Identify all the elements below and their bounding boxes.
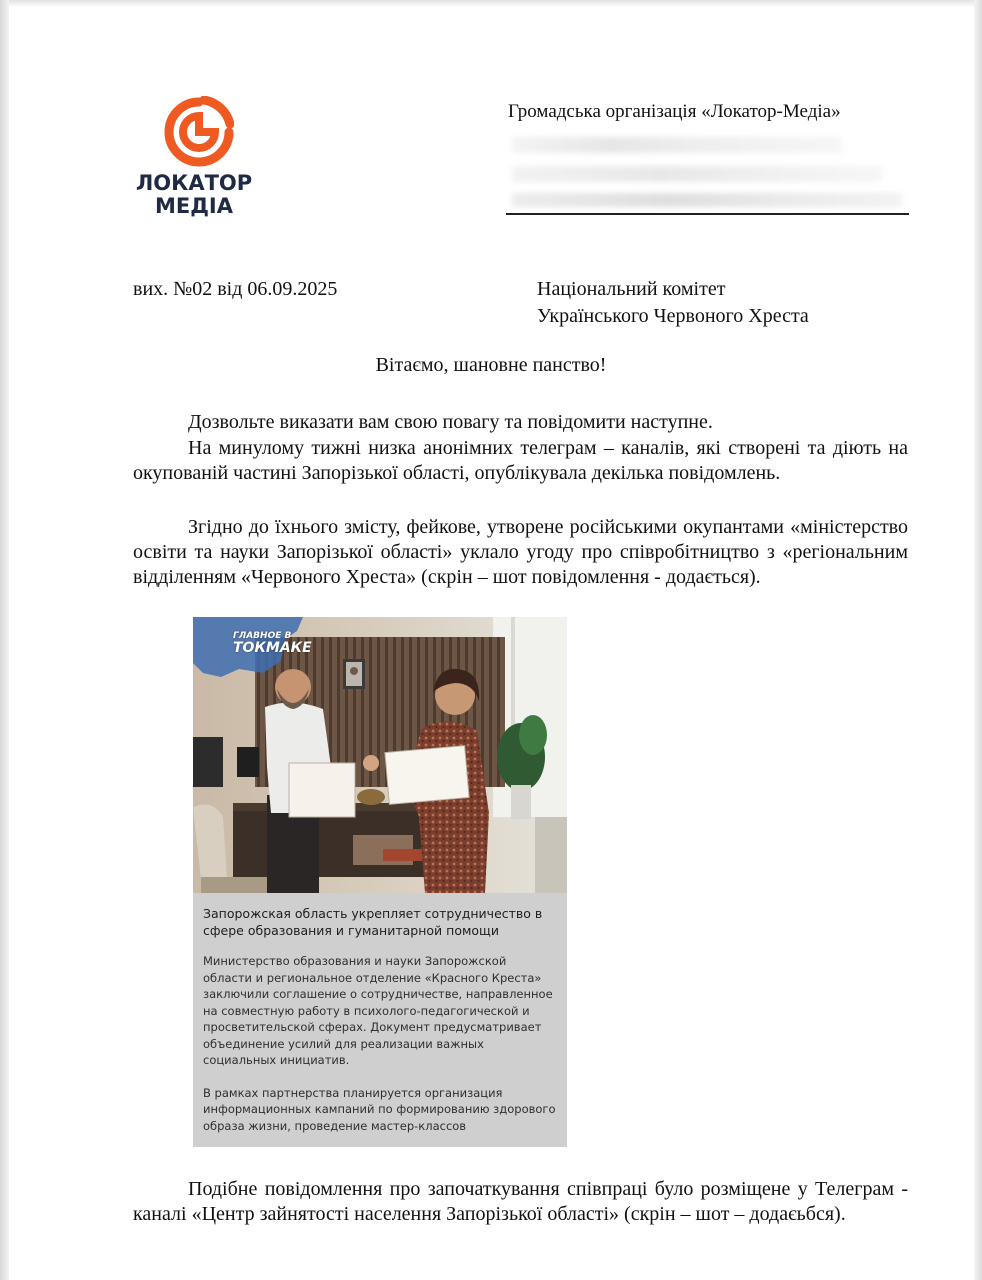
channel-line2: ТОКМАКЕ (233, 640, 312, 656)
page-edge-right (974, 0, 982, 1280)
paragraph-telegram-channels: На минулому тижні низка анонімних телеграм – каналів, які створені та діють на окупованій частині Запорізької області, опублікувала декілька повідомлень. (133, 437, 908, 484)
logo-wordmark (128, 172, 260, 218)
addressee (537, 276, 809, 330)
addressee-line: Національний комітет (537, 278, 726, 300)
locator-media-logo (128, 96, 268, 226)
caption-title: Запорожская область укрепляет сотрудничество в сфере образования и гуманитарной помощи (203, 906, 543, 938)
channel-line1: ГЛАВНОЕ В (233, 631, 292, 641)
channel-watermark (233, 631, 312, 656)
header-divider (506, 213, 909, 215)
logo-line2: МЕДІА (154, 194, 233, 218)
screenshot-caption (193, 893, 567, 1147)
caption-paragraph: Министерство образования и науки Запорожской области и региональное отделение «Красного Креста» заключили соглашение о сотрудничестве, направленное на совместную работу в психолого-педагогической и просветительской сферах. Документ предусматривает объединение усилий для реализации важных социальных инициатив. (203, 954, 553, 1067)
paragraph-fake-ministry: Згідно до їхнього змісту, фейкове, утворене російськими окупантами «міністерство освіти та науки Запорізької області» уклало угоду про співробітництво з «регіональним відділенням «Червоного Хреста» (скрін – шот повідомлення - додається). (133, 516, 908, 588)
signing-photo (193, 617, 567, 893)
logo-line1: ЛОКАТОР (135, 171, 253, 195)
paragraph-intro: Дозвольте виказати вам свою повагу та повідомити наступне. (188, 411, 713, 433)
redacted-line (512, 193, 902, 207)
outgoing-reference: вих. №02 від 06.09.2025 (133, 278, 338, 300)
redacted-line (512, 166, 882, 182)
addressee-line: Українського Червоного Хреста (537, 305, 809, 327)
attached-screenshot (193, 617, 567, 1147)
greeting: Вітаємо, шановне панство! (375, 354, 607, 376)
redacted-line (512, 137, 842, 153)
locator-logo-icon (164, 96, 234, 168)
paragraph-employment-center: Подібне повідомлення про започаткування співпраці було розміщене у Телеграм - каналі «Центр зайнятості населення Запорізької області» (скрін – шот – додаєьбся). (133, 1178, 908, 1225)
caption-paragraph: В рамках партнерства планируется организация информационных кампаний по формированию здорового образа жизни, проведение мастер-классов (203, 1085, 556, 1133)
page-edge-left (0, 0, 9, 1280)
organization-name: Громадська організація «Локатор-Медіа» (508, 101, 841, 122)
page-edge-top (0, 0, 982, 6)
photo-illustration (193, 617, 567, 893)
